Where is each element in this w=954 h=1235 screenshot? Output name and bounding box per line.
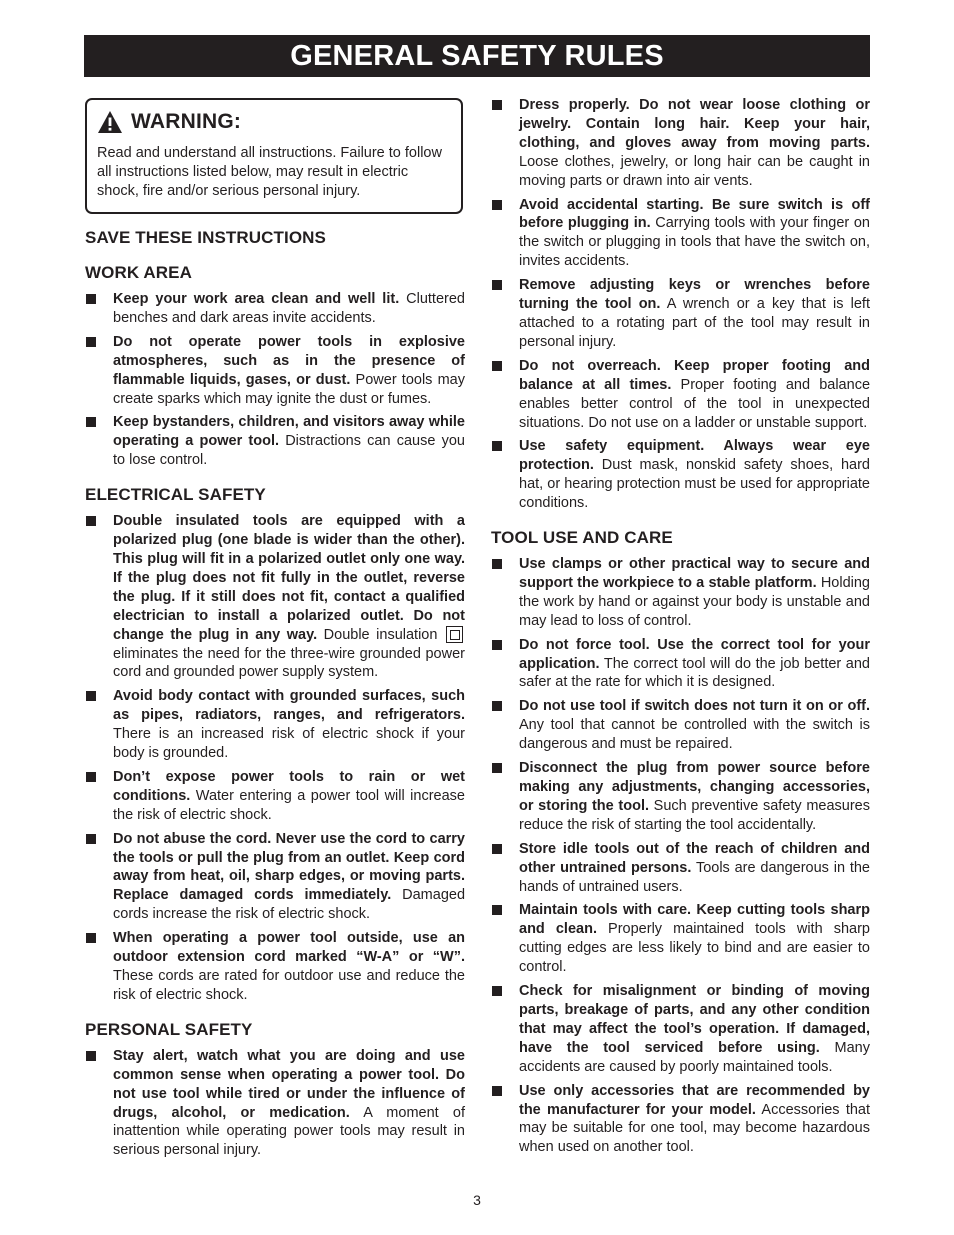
- rule-bold: Store idle tools out of the reach of children and other untrained persons.: [519, 840, 870, 876]
- rule-bold: Keep your work area clean and well lit.: [113, 291, 400, 307]
- list-item: [491, 437, 870, 513]
- square-bullet-icon: [492, 200, 502, 210]
- rule-bold: Disconnect the plug from power source before making any adjustments, changing accessories, or storing the tool.: [519, 760, 870, 814]
- personal-safety-section: [85, 1020, 465, 1160]
- electrical-safety-list: [85, 512, 465, 1005]
- rule-text: Properly maintained tools with sharp cutting edges are less likely to bind and are easier to control.: [519, 921, 870, 976]
- list-item: [85, 768, 465, 825]
- right-column: [491, 95, 870, 1162]
- save-instructions-heading: SAVE THESE INSTRUCTIONS: [85, 228, 326, 247]
- page-number: 3: [473, 1192, 481, 1208]
- rule-text: The correct tool will do the job better and safer at the rate for which it is designed.: [519, 655, 870, 691]
- rule-bold: Do not use tool if switch does not turn it on or off.: [519, 698, 870, 715]
- square-bullet-icon: [492, 701, 502, 711]
- square-bullet-icon: [492, 986, 502, 996]
- square-bullet-icon: [492, 640, 502, 650]
- list-item: [85, 413, 465, 470]
- electrical-safety-section: [85, 485, 465, 1005]
- list-item: [491, 697, 870, 754]
- list-item: [491, 276, 870, 352]
- rule-bold: Keep bystanders, children, and visitors away while operating a power tool.: [113, 414, 465, 450]
- warning-header: [97, 109, 452, 135]
- left-column: [85, 95, 465, 1165]
- rule-bold: Don’t expose power tools to rain or wet conditions.: [113, 768, 465, 804]
- rule-text: Any tool that cannot be controlled with the switch is dangerous and must be repaired.: [519, 717, 870, 753]
- list-item: [85, 512, 465, 682]
- rule-bold: Avoid accidental starting. Be sure switch is off before plugging in.: [519, 196, 870, 232]
- work-area-section: [85, 263, 465, 470]
- rule-text: Cluttered benches and dark areas invite accidents.: [113, 291, 465, 326]
- rule-bold: When operating a power tool outside, use an outdoor extension cord marked “W-A” or “W”.: [113, 930, 465, 966]
- square-bullet-icon: [492, 280, 502, 290]
- rule-bold: Maintain tools with care. Keep cutting tools sharp and clean.: [519, 902, 870, 938]
- list-item: [491, 901, 870, 977]
- tool-use-list: [491, 555, 870, 1157]
- work-area-heading: WORK AREA: [85, 263, 192, 282]
- rule-bold: Avoid body contact with grounded surfaces, such as pipes, radiators, ranges, and refrigerators.: [113, 688, 465, 724]
- list-item: [491, 759, 870, 835]
- double-insulation-icon: [446, 626, 463, 643]
- electrical-safety-heading: ELECTRICAL SAFETY: [85, 485, 266, 505]
- square-bullet-icon: [86, 933, 96, 943]
- rule-text: Water entering a power tool will increase the risk of electric shock.: [113, 787, 465, 823]
- tool-use-section: [491, 528, 870, 1157]
- rule-text: Dust mask, nonskid safety shoes, hard hat, or hearing protection must be used for appropriate conditions.: [519, 457, 870, 512]
- rule-bold: Dress properly. Do not wear loose clothing or jewelry. Contain long hair. Keep your hair, clothing, and gloves away from moving parts.: [519, 97, 870, 151]
- list-item: [85, 830, 465, 925]
- list-item: [85, 929, 465, 1005]
- rule-text: Accessories that may be suitable for one tool, may become hazardous when used on another tool.: [519, 1101, 871, 1156]
- warning-triangle-icon: [97, 110, 123, 134]
- rule-text: These cords are rated for outdoor use and reduce the risk of electric shock.: [113, 968, 465, 1003]
- rule-bold: Use only accessories that are recommended by the manufacturer for your model.: [519, 1082, 870, 1118]
- list-item: [85, 333, 465, 409]
- rule-bold: Do not operate power tools in explosive atmospheres, such as in the presence of flammable liquids, gases, or dust.: [113, 333, 465, 388]
- list-item: [85, 1047, 465, 1160]
- list-item: [491, 196, 870, 272]
- rule-bold: Check for misalignment or binding of moving parts, breakage of parts, and any other condition that may affect the tool’s operation. If damaged, have the tool serviced before using.: [519, 983, 870, 1056]
- personal-safety-list-left: [85, 1047, 465, 1160]
- tool-use-heading: TOOL USE AND CARE: [491, 528, 673, 548]
- work-area-list: [85, 290, 465, 470]
- rule-text: Carrying tools with your finger on the switch or plugging in tools that have the switch on, invites accidents.: [519, 215, 870, 270]
- list-item: [491, 555, 870, 631]
- page-title: GENERAL SAFETY RULES: [84, 35, 870, 77]
- warning-title: WARNING:: [131, 110, 242, 133]
- rule-bold: Do not overreach. Keep proper footing and balance at all times.: [519, 357, 870, 393]
- square-bullet-icon: [492, 905, 502, 915]
- square-bullet-icon: [86, 691, 96, 701]
- rule-text: Power tools may create sparks which may ignite the dust or fumes.: [113, 371, 465, 407]
- list-item: [491, 840, 870, 897]
- square-bullet-icon: [86, 417, 96, 427]
- square-bullet-icon: [492, 844, 502, 854]
- rule-bold: Use clamps or other practical way to secure and support the workpiece to a stable platform.: [519, 556, 870, 591]
- list-item: [491, 357, 870, 433]
- rule-bold: Stay alert, watch what you are doing and use common sense when operating a power tool. Do not use tool while tired or under the influence of drugs, alcohol, or medication.: [113, 1047, 465, 1121]
- square-bullet-icon: [86, 1051, 96, 1061]
- rule-bold: Use safety equipment. Always wear eye protection.: [519, 438, 870, 474]
- warning-text: Read and understand all instructions. Failure to follow all instructions listed below, may result in electric shock, fire and/or serious personal injury.: [97, 145, 442, 199]
- list-item: [85, 290, 465, 328]
- square-bullet-icon: [86, 337, 96, 347]
- rule-bold: Remove adjusting keys or wrenches before turning the tool on.: [519, 277, 870, 313]
- rule-text: eliminates the need for the three-wire grounded power cord and grounded power supply system.: [113, 645, 465, 681]
- rule-text: Distractions can cause you to lose control.: [113, 433, 465, 469]
- square-bullet-icon: [492, 441, 502, 451]
- rule-text: Such preventive safety measures reduce the risk of starting the tool accidentally.: [519, 797, 871, 833]
- list-item: [491, 96, 870, 191]
- personal-safety-heading: PERSONAL SAFETY: [85, 1019, 253, 1039]
- rule-text: There is an increased risk of electric shock if your body is grounded.: [113, 726, 465, 762]
- list-item: [491, 636, 870, 693]
- rule-text: Holding the work by hand or against your body is unstable and may lead to loss of control.: [519, 574, 870, 629]
- square-bullet-icon: [492, 763, 502, 773]
- rule-text: Tools are dangerous in the hands of untrained users.: [519, 859, 870, 895]
- rule-text: A wrench or a key that is left attached to a rotating part of the tool may result in personal injury.: [519, 296, 870, 350]
- rule-bold: Do not force tool. Use the correct tool for your application.: [519, 636, 870, 672]
- rule-bold: Double insulated tools are equipped with a polarized plug (one blade is wider than the other). This plug will fit in a polarized outlet only one way. If the plug does not fit fully in the outlet, reverse the plug. If it still does not fit, contact a qualified electrician to install a polarized outlet. Do not change the plug in any way.: [113, 513, 465, 643]
- square-bullet-icon: [86, 294, 96, 304]
- rule-text: Many accidents are caused by poorly maintained tools.: [519, 1039, 870, 1075]
- list-item: [491, 1082, 870, 1158]
- rule-bold: Do not abuse the cord. Never use the cord to carry the tools or pull the plug from an outlet. Keep cord away from heat, oil, sharp edges, or moving parts. Replace damaged cords immediately.: [113, 830, 465, 904]
- rule-text: Double insulation: [317, 626, 444, 643]
- rule-text: Damaged cords increase the risk of electric shock.: [113, 887, 466, 923]
- rule-text: A moment of inattention while operating power tools may result in serious personal injury.: [113, 1104, 465, 1159]
- list-item: [85, 687, 465, 763]
- rule-text: Loose clothes, jewelry, or long hair can be caught in moving parts or drawn into air vents.: [519, 153, 870, 189]
- square-bullet-icon: [492, 361, 502, 371]
- list-item: [491, 982, 870, 1077]
- square-bullet-icon: [86, 516, 96, 526]
- warning-box: [85, 98, 463, 214]
- square-bullet-icon: [492, 559, 502, 569]
- square-bullet-icon: [492, 1086, 502, 1096]
- personal-safety-list-right: [491, 96, 870, 513]
- square-bullet-icon: [492, 100, 502, 110]
- rule-text: Proper footing and balance enables better control of the tool in unexpected situations. Do not use on a ladder or unstable support.: [519, 376, 871, 431]
- square-bullet-icon: [86, 834, 96, 844]
- square-bullet-icon: [86, 772, 96, 782]
